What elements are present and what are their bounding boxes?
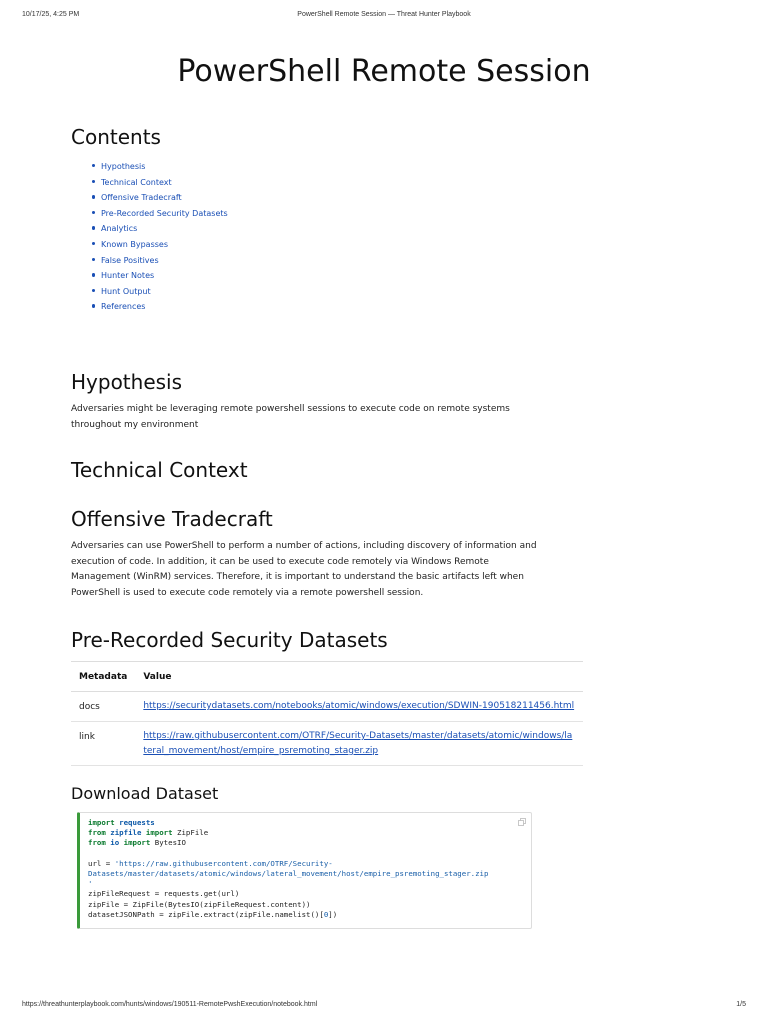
datasets-table — [71, 661, 583, 766]
print-datetime: 10/17/25, 4:25 PM — [22, 11, 80, 18]
toc-item-hunter-notes[interactable]: Hunter Notes — [101, 269, 228, 285]
offensive-tradecraft-heading: Offensive Tradecraft — [71, 507, 273, 531]
code-cell[interactable] — [77, 812, 532, 929]
toc-item-hypothesis[interactable]: Hypothesis — [101, 160, 228, 176]
code-keyword: import — [145, 828, 173, 838]
code-line: ]) — [328, 909, 338, 919]
code-string: Datasets/master/datasets/atomic/windows/lateral_movement/host/empire_psremoting_stager.zip — [88, 869, 489, 879]
toc-item-references[interactable]: References — [101, 300, 228, 316]
table-header-row — [71, 662, 583, 692]
row-value-docs — [135, 692, 583, 722]
toc-item-technical-context[interactable]: Technical Context — [101, 176, 228, 192]
code-block — [88, 818, 523, 920]
print-url: https://threathunterplaybook.com/hunts/windows/190511-RemotePwshExecution/notebook.html — [22, 1001, 318, 1008]
code-keyword: import — [123, 838, 151, 848]
code-keyword: import — [88, 818, 115, 827]
toc-item-hunt-output[interactable]: Hunt Output — [101, 285, 228, 301]
code-module: io — [110, 838, 120, 848]
code-line: datasetJSONPath = zipFile.extract(zipFile.namelist()[ — [88, 909, 324, 919]
code-string: ' — [88, 879, 93, 889]
code-keyword: from — [88, 838, 106, 848]
code-url-assign: url = — [88, 858, 115, 868]
docs-link[interactable]: https://securitydatasets.com/notebooks/atomic/windows/execution/SDWIN-190518211456.html — [143, 701, 575, 711]
toc-item-analytics[interactable]: Analytics — [101, 222, 228, 238]
contents-heading: Contents — [71, 125, 161, 149]
datasets-heading: Pre-Recorded Security Datasets — [71, 628, 388, 652]
hypothesis-heading: Hypothesis — [71, 370, 183, 394]
download-dataset-heading: Download Dataset — [71, 784, 219, 803]
toc-item-pre-recorded-datasets[interactable]: Pre-Recorded Security Datasets — [101, 207, 228, 223]
row-key-link: link — [71, 722, 135, 766]
column-header-value: Value — [135, 662, 583, 692]
dataset-zip-link[interactable]: https://raw.githubusercontent.com/OTRF/Security-Datasets/master/datasets/atomic/windows/lateral_movement/host/empire_psremoting_stager.zip — [143, 731, 573, 756]
table-row — [71, 722, 583, 766]
code-name: BytesIO — [154, 838, 186, 848]
code-module: zipfile — [110, 828, 142, 838]
print-page-title: PowerShell Remote Session — Threat Hunter Playbook — [297, 11, 471, 18]
hypothesis-text: Adversaries might be leveraging remote powershell sessions to execute code on remote systems throughout my environment — [71, 404, 510, 430]
technical-context-heading: Technical Context — [71, 458, 248, 482]
page-title: PowerShell Remote Session — [177, 54, 591, 89]
table-of-contents — [101, 160, 228, 316]
code-string: 'https://raw.githubusercontent.com/OTRF/Security- — [114, 858, 333, 868]
code-line: zipFileRequest = requests.get(url) — [88, 889, 240, 899]
column-header-metadata: Metadata — [71, 662, 135, 692]
row-key-docs: docs — [71, 692, 135, 722]
code-line: zipFile = ZipFile(BytesIO(zipFileRequest.content)) — [88, 899, 311, 909]
code-number: 0 — [323, 909, 329, 919]
print-footer — [22, 1001, 746, 1011]
print-page-number: 1/5 — [736, 1001, 746, 1008]
table-row — [71, 692, 583, 722]
code-keyword: from — [88, 828, 106, 838]
toc-item-false-positives[interactable]: False Positives — [101, 254, 228, 270]
toc-item-offensive-tradecraft[interactable]: Offensive Tradecraft — [101, 191, 228, 207]
toc-item-known-bypasses[interactable]: Known Bypasses — [101, 238, 228, 254]
code-name: ZipFile — [177, 828, 209, 838]
offensive-tradecraft-text: Adversaries can use PowerShell to perform a number of actions, including discovery of information and execution of code. In addition, it can be used to execute code remotely via Windows Remote Management (WinRM) services. Therefore, it is important to understand the basic artifacts left when PowerShell is used to execute code remotely via a remote powershell session. — [71, 541, 537, 598]
row-value-link — [135, 722, 583, 766]
code-module: requests — [119, 818, 155, 827]
print-header — [22, 11, 746, 23]
copy-icon[interactable] — [518, 818, 526, 826]
